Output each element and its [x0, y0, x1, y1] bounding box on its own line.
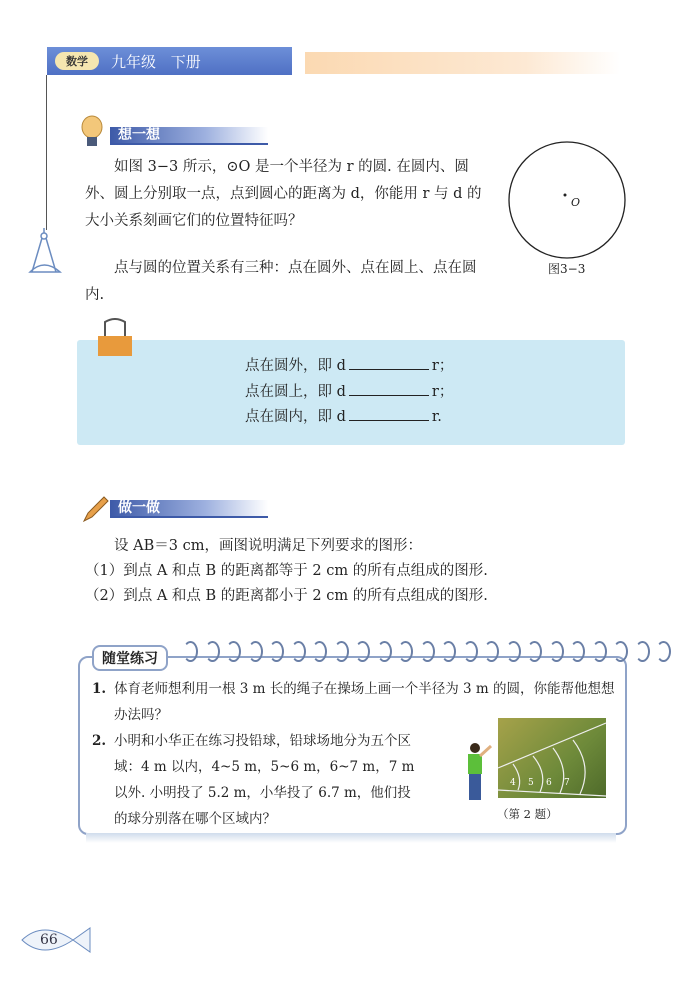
circle-center-label: O	[571, 196, 581, 209]
fill-in-box	[77, 340, 625, 445]
do-line: （1）到点 A 和点 B 的距离都等于 2 cm 的所有点组成的图形.	[85, 563, 488, 579]
fill-line: 点在圆上，即 d r；	[245, 383, 454, 400]
header-decoration	[305, 52, 620, 74]
pencil-icon	[80, 495, 110, 525]
do-line: （2）到点 A 和点 B 的距离都小于 2 cm 的所有点组成的图形.	[85, 588, 488, 604]
do-section-title: 做一做	[110, 500, 268, 518]
header-bar	[47, 47, 292, 75]
practice-question-1: 1. 体育老师想利用一根 3 m 长的绳子在操场上画一个半径为 3 m 的圆，你能帮他想想办法吗？	[92, 681, 615, 723]
photo-label: 6	[546, 778, 552, 788]
page-number: 66	[40, 932, 58, 948]
do-line: 设 AB＝3 cm，画图说明满足下列要求的图形：	[114, 538, 422, 554]
margin-line	[46, 75, 47, 230]
fill-line: 点在圆内，即 d r.	[245, 409, 442, 425]
fish-page-decoration	[18, 920, 98, 960]
lightbulb-icon	[80, 115, 104, 149]
shot-put-field-photo	[498, 718, 606, 798]
shot-put-athlete-image	[455, 740, 495, 806]
photo-label: 5	[528, 778, 534, 788]
figure-caption: 图3−3	[548, 262, 586, 276]
practice-box-shadow	[86, 833, 616, 843]
photo-caption: （第 2 题）	[497, 807, 558, 821]
circle-figure	[505, 138, 630, 263]
spiral-rings	[183, 641, 678, 666]
subject-logo: 数学	[55, 52, 99, 70]
think-paragraph-2: 点与圆的位置关系有三种：点在圆外、点在圆上、点在圆内.	[85, 260, 477, 303]
photo-label: 4	[510, 778, 516, 788]
think-section-title: 想一想	[110, 127, 268, 145]
do-text	[85, 533, 605, 610]
book-title: 九年级 下册	[111, 52, 201, 71]
fill-line: 点在圆外，即 d r；	[245, 358, 454, 374]
compass-icon	[28, 228, 64, 278]
think-paragraph-1: 如图 3−3 所示，⊙O 是一个半径为 r 的圆. 在圆内、圆外、圆上分别取一点，点到圆心的距离为 d，你能用 r 与 d 的大小关系刻画它们的位置特征吗？	[85, 159, 482, 229]
practice-title: 随堂练习	[92, 645, 168, 671]
practice-question-2: 2. 小明和小华正在练习投铅球，铅球场地分为五个区域：4 m 以内，4~5 m，5~6 m，6~7 m，7 m 以外. 小明投了 5.2 m，小华投了 6.7 m，他们投的球分别落在哪个区域内？	[92, 733, 415, 827]
binder-clip-icon	[95, 318, 137, 358]
photo-label: 7	[564, 778, 570, 788]
